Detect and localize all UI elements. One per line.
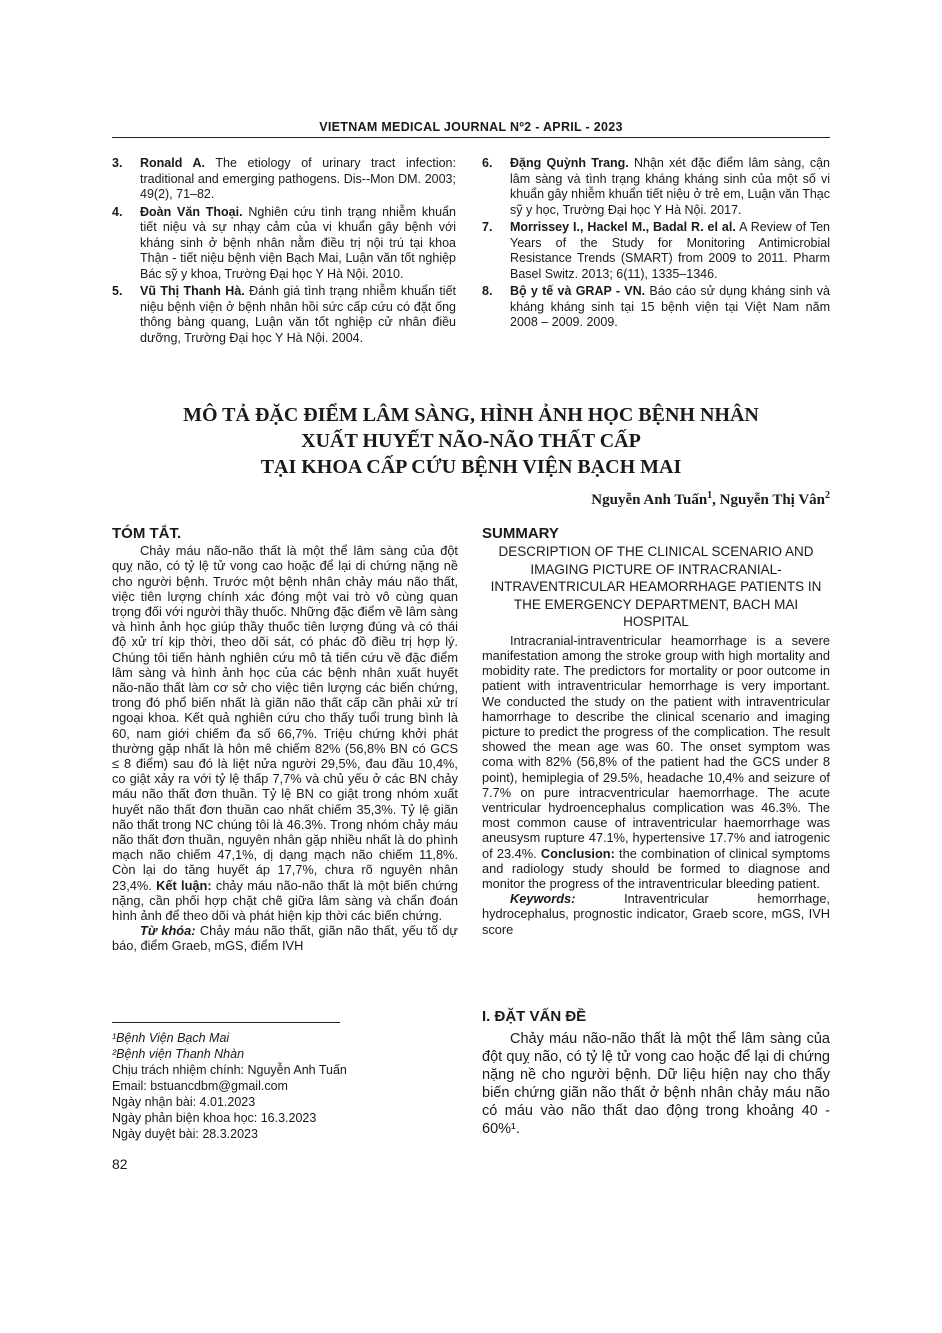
section-heading: TÓM TẮT.	[112, 525, 182, 542]
keywords	[482, 891, 830, 937]
header-rule	[112, 137, 830, 138]
references-right	[482, 156, 830, 333]
reference-text: Báo cáo sử dụng kháng sinh và kháng kháng sinh tại 15 bệnh viện tại Việt Nam năm 2008 – 2009. 2009.	[510, 284, 830, 329]
abstract-english	[482, 526, 830, 937]
keywords-text: Intraventricular hemorrhage, hydrocephalus, prognostic indicator, Graeb score, mGS, IVH score	[482, 891, 830, 937]
introduction	[482, 1030, 830, 1138]
reference-text: The etiology of urinary tract infection: traditional and emerging pathogens. Dis--Mon DM. 2003; 49(2), 71–82.	[140, 156, 456, 201]
reference-text: Nhận xét đặc điểm lâm sàng, cận lâm sàng và tình trạng kháng kháng sinh của một số vi khuẩn gây nhiễm khuẩn tiết niệu ở trẻ em, Luận văn Thạc sỹ y học, Trường Đại học Y Hà Nội. 2017.	[510, 156, 830, 217]
corresponding-author: Chịu trách nhiệm chính: Nguyễn Anh Tuấn	[112, 1063, 347, 1077]
reference-author: Ronald A.	[140, 156, 205, 170]
reference-number: 3.	[112, 156, 123, 170]
date-reviewed: Ngày phản biện khoa học: 16.3.2023	[112, 1111, 317, 1125]
author-name: Nguyễn Anh Tuấn	[591, 492, 708, 508]
reference-text: A Review of Ten Years of the Study for Monitoring Antimicrobial Resistance Trends (SMART) from 2009 to 2011. Pharm Basel Switz. 2013; 6(11), 1335–1346.	[510, 220, 830, 281]
affiliation-2: ²Bệnh viện Thanh Nhàn	[112, 1047, 245, 1061]
reference-text: Nghiên cứu tình trạng nhiễm khuẩn tiết niệu và sự nhạy cảm của vi khuẩn gây bệnh với kháng sinh ở bệnh nhân nằm điều trị nội trú tại khoa Thận - tiết niệu bệnh viện Bạch Mai, Luận văn tốt nghiệp Bác sỹ y khoa, Trường Đại học Y Hà Nội. 2010.	[140, 204, 456, 281]
reference-author: Vũ Thị Thanh Hà.	[140, 284, 245, 298]
reference-number: 8.	[482, 284, 493, 298]
date-received: Ngày nhận bài: 4.01.2023	[112, 1095, 256, 1109]
author-name: Nguyễn Thị Vân	[719, 492, 825, 508]
conclusion-label: Kết luận:	[156, 877, 212, 893]
footnotes	[112, 1030, 347, 1142]
conclusion-text: the combination of clinical symptoms and radiology study should be formed to diagnose and monitor the progress of the intraventricular bleeding patient.	[482, 845, 830, 891]
conclusion-label: Conclusion:	[540, 845, 615, 861]
reference-item	[112, 284, 456, 346]
title-line: MÔ TẢ ĐẶC ĐIỂM LÂM SÀNG, HÌNH ẢNH HỌC BỆNH NHÂN	[183, 404, 759, 426]
reference-item	[482, 156, 830, 218]
reference-number: 5.	[112, 284, 123, 298]
reference-number: 6.	[482, 156, 493, 170]
reference-item	[112, 156, 456, 203]
keywords-label: Keywords:	[510, 891, 576, 907]
reference-item	[482, 284, 830, 331]
abstract-text: Chảy máu não-não thất là một thể lâm sàng của đột quỵ não, có tỷ lệ tử vong cao hoặc để lại di chứng nặng nề cho người bệnh. Trước một bệnh nhân chảy máu não thất, việc tiên lượng chính xác đóng một vai trò vô cùng quan trọng đối với người thầy thuốc. Những đặc điểm về lâm sàng và hình ảnh học giúp thầy thuốc tiên lượng đúng và có thái độ xử trí kịp thời, theo dõi sát, có phác đồ điều trị hợp lý. Chúng tôi tiến hành nghiên cứu mô tả tiến cứu về đặc điểm lâm sàng và hình ảnh học của các bệnh nhân xuất huyết não-não thất làm cơ sở cho việc tiên lượng các biến chứng, trong đó phổ biến nhất là giãn não thất cấp cần phải xử trí ngoại khoa. Kết quả nghiên cứu cho thấy tuổi trung bình là 60, nam giới chiếm đa số 66,7%. Triệu chứng khởi phát thường gặp nhất là hôn mê chiếm 82% (56,8% BN có GCS ≤ 8 điểm) sau đó là liệt nửa người 29,5%, đau đầu 10,4%, co giật xảy ra với tỷ lệ thấp 7,7% và chủ yếu ở các BN chảy máu não thất đơn thuần. Tỷ lệ BN co giật trong nhóm xuất huyết não thất đơn thuần cao nhất chiếm 35,3%. Tỷ lệ giãn não thất trong NC chúng tôi là 46.3%. Trong nhóm chảy máu não thất đơn thuần, nguyên nhân gặp nhiều nhất là do phình mạch não chiếm 47,1%, dị dạng mạch não chiếm 11,8%. Còn lại do tăng huyết áp 17,7%, chưa rõ nguyên nhân 23,4%.	[112, 543, 458, 893]
keywords-text: Chảy máu não thất, giãn não thất, yếu tố dự báo, điểm Graeb, mGS, điểm IVH	[112, 923, 459, 954]
conclusion-text: chảy máu não-não thất là một biến chứng nặng, cần phối hợp chặt chẽ giữa lâm sàng và chẩn đoán hình ảnh để theo dõi và phát hiện kịp thời các biến chứng.	[112, 877, 458, 924]
summary-body	[482, 633, 830, 891]
keywords	[112, 923, 458, 953]
article-title	[112, 402, 830, 480]
section-heading: SUMMARY	[482, 525, 559, 542]
reference-text: Đánh giá tình trạng nhiễm khuẩn tiết niệu bệnh viện ở bệnh nhân hồi sức cấp cứu có đặt ống thông bàng quang, Luận văn tốt nghiệp cử nhân điều dưỡng, Trường Đại học Y Hà Nội. 2004.	[140, 284, 456, 345]
reference-author: Đoàn Văn Thoại.	[140, 204, 243, 219]
introduction-text: Chảy máu não-não thất là một thể lâm sàng của đột quỵ não, có tỷ lệ tử vong cao hoặc để lại di chứng nặng nề cho người bệnh. Dữ liệu hiện nay cho thấy biến chứng giãn não thất ở bệnh nhân chảy máu não có máu vào não thất dao động trong khoảng 40 - 60%¹.	[482, 1031, 830, 1137]
reference-author: Bộ y tế và GRAP - VN.	[510, 284, 646, 298]
authors	[591, 490, 830, 509]
affiliation-mark: 1	[707, 490, 713, 501]
title-line: TẠI KHOA CẤP CỨU BỆNH VIỆN BẠCH MAI	[260, 456, 682, 478]
date-approved: Ngày duyệt bài: 28.3.2023	[112, 1127, 258, 1141]
footnote-rule	[112, 1022, 340, 1023]
author-separator: ,	[712, 492, 720, 508]
reference-author: Đặng Quỳnh Trang.	[510, 156, 629, 170]
reference-number: 4.	[112, 204, 123, 219]
summary-text: Intracranial-intraventricular heamorrhage is a severe manifestation among the stroke group with high mortality and mobidity rate. The predictors for mortality or poor outcome in patient with intraventricular hemorrhage is very important. We conducted the study on the patient with intraventricular hamorrhage to describe the clinical scenario and imaging picture to predict the progress of the complication. The result showed the mean age was 60. The onset symptom was coma with 82% (56,8% of the patient had the GCS under 8 point), hemiplegia of 29.5%, headache 10,4% and seizure of 7.7% on pure intracventricular haemorrhage. The acute ventricular hydroencephalus complication was 46.3%. The most common cause of intraventricular haemorrhage was aneusysm rupture 47.1%, hypertensive 17.7% and iatrogenic of 23.4%.	[482, 632, 830, 861]
reference-item	[482, 220, 830, 282]
affiliation-mark: 2	[825, 490, 830, 501]
abstract-body	[112, 543, 458, 923]
title-line: XUẤT HUYẾT NÃO-NÃO THẤT CẤP	[301, 430, 641, 452]
abstract-vietnamese	[112, 526, 458, 954]
page-number: 82	[112, 1156, 128, 1172]
affiliation-1: ¹Bệnh Viện Bạch Mai	[112, 1031, 230, 1045]
keywords-label: Từ khóa:	[140, 923, 196, 939]
reference-number: 7.	[482, 220, 493, 234]
reference-author: Morrissey I., Hackel M., Badal R. el al.	[510, 220, 736, 234]
section-heading: I. ĐẶT VẤN ĐỀ	[482, 1008, 587, 1025]
reference-item	[112, 205, 456, 283]
journal-header: VIETNAM MEDICAL JOURNAL Nº2 - APRIL - 2023	[319, 120, 623, 134]
references-left	[112, 156, 456, 348]
summary-title: DESCRIPTION OF THE CLINICAL SCENARIO AND IMAGING PICTURE OF INTRACRANIAL-INTRAVENTRICULAR HEAMORRHAGE PATIENTS IN THE EMERGENCY DEPARTMENT, BACH MAI HOSPITAL	[490, 544, 822, 630]
email: Email: bstuancdbm@gmail.com	[112, 1079, 288, 1093]
